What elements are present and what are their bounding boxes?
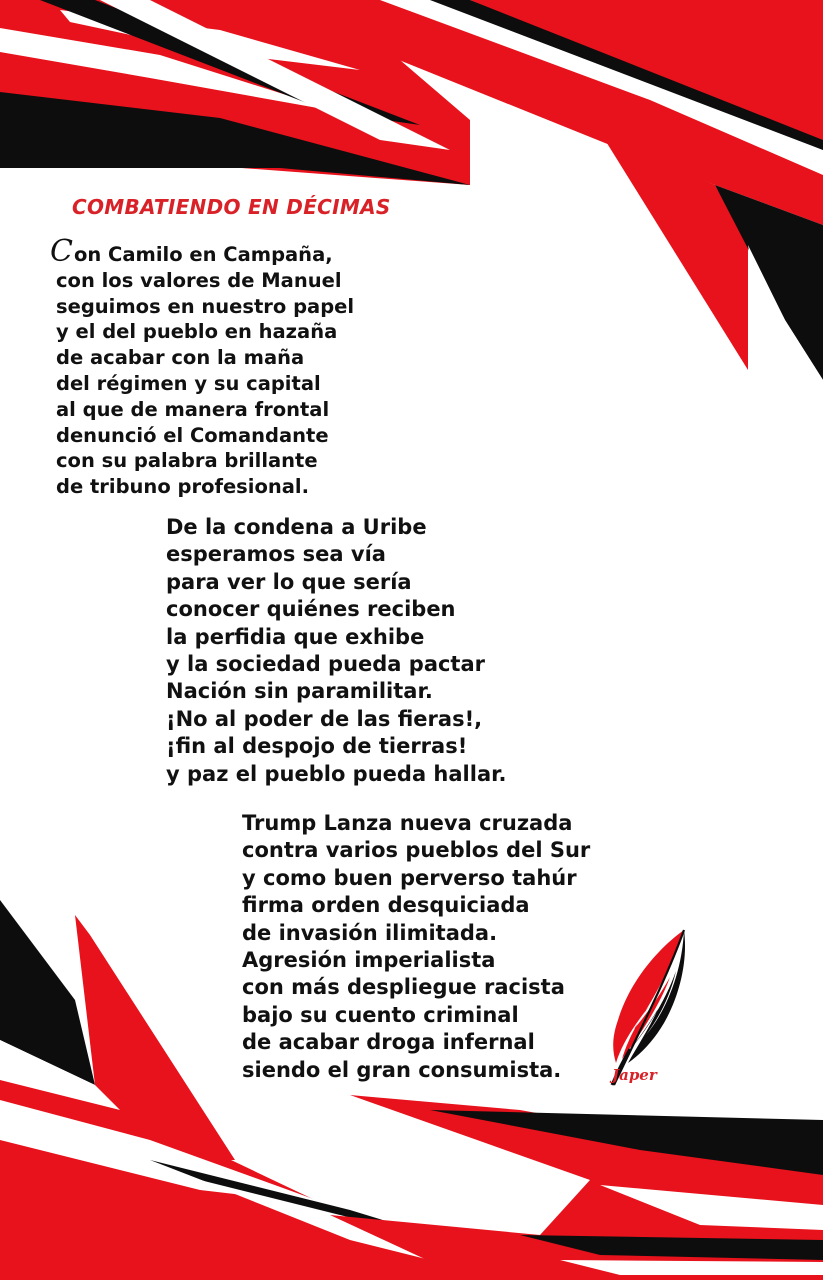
stanza-line: Trump Lanza nueva cruzada — [242, 811, 573, 835]
stanza-line: denunció el Comandante — [56, 423, 329, 447]
stanza-line: del régimen y su capital — [56, 371, 321, 395]
stanza-line: firma orden desquiciada — [242, 893, 530, 918]
stanza-line: y paz el pueblo pueda hallar. — [166, 761, 507, 786]
stanza-line: contra varios pueblos del Sur — [242, 838, 591, 863]
stanza-line: la perfidia que exhibe — [166, 624, 425, 649]
signature-name: Japer — [612, 1066, 657, 1084]
stanza-line: conocer quiénes reciben — [166, 597, 456, 622]
stanza-line: bajo su cuento criminal — [242, 1002, 519, 1027]
stanza-1 — [50, 234, 355, 500]
stanza-line: De la condena a Uribe — [166, 515, 427, 539]
stanza-line: ¡fin al despojo de tierras! — [166, 734, 468, 759]
stanza-2 — [166, 514, 506, 788]
stanza-line: y la sociedad pueda pactar — [166, 652, 485, 677]
stanza-line: siendo el gran consumista. — [242, 1057, 562, 1082]
poem-title: COMBATIENDO EN DÉCIMAS — [72, 195, 391, 219]
stanza-line: al que de manera frontal — [56, 397, 330, 421]
stanza-line: con los valores de Manuel — [56, 268, 342, 292]
stanza-line: Agresión imperialista — [242, 948, 496, 973]
stanza-line: esperamos sea vía — [166, 542, 386, 567]
stanza-line: de invasión ilimitada. — [242, 920, 498, 945]
stanza-line: seguimos en nuestro papel — [56, 294, 355, 318]
stanza-line: de acabar con la maña — [56, 346, 305, 370]
stanza-line: Con Camilo en Campaña, — [50, 234, 333, 269]
stanza-line: para ver lo que sería — [166, 569, 412, 594]
stanza-line: de tribuno profesional. — [56, 475, 310, 499]
stanza-line: de acabar droga infernal — [242, 1030, 535, 1055]
stanza-line: Nación sin paramilitar. — [166, 679, 433, 704]
stanza-line: con su palabra brillante — [56, 449, 318, 473]
stanza-line: con más despliegue racista — [242, 975, 565, 1000]
stanza-line: y como buen perverso tahúr — [242, 865, 577, 890]
stanza-line: y el del pueblo en hazaña — [56, 320, 338, 344]
stanza-line: ¡No al poder de las fieras!, — [166, 706, 483, 731]
stanza-3 — [242, 810, 590, 1084]
drop-cap: C — [50, 234, 73, 269]
